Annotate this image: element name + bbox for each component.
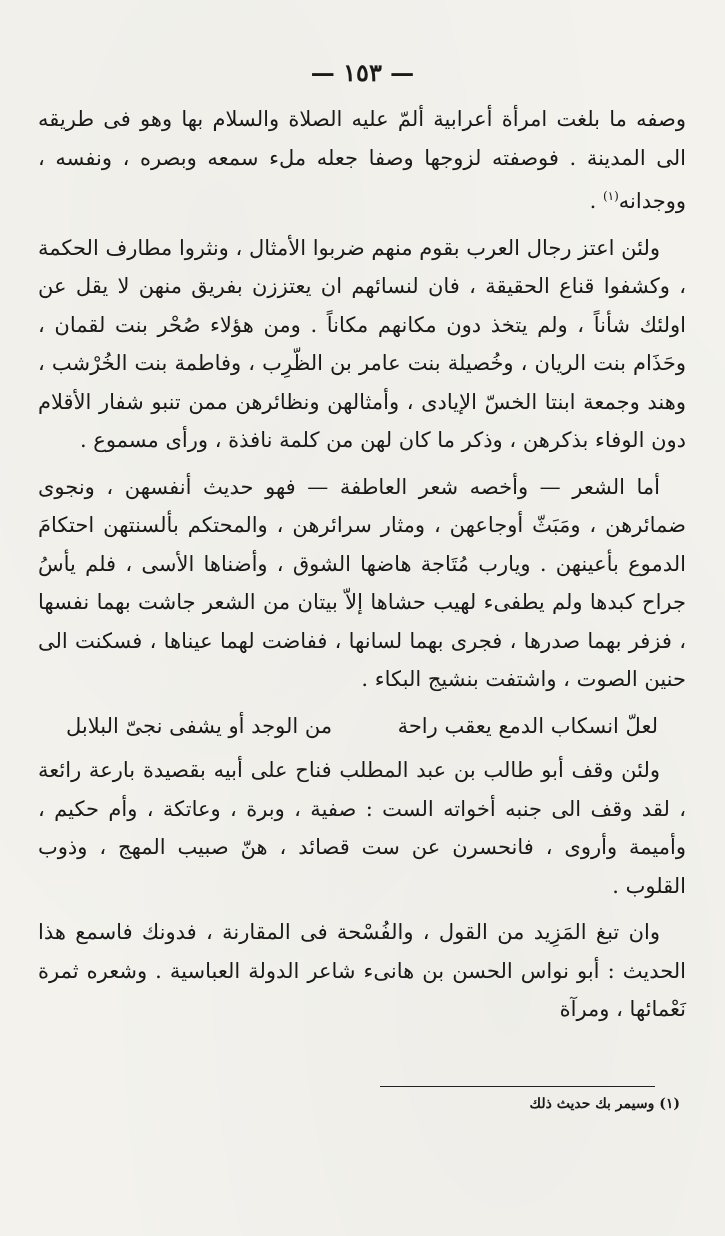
verse-second-hemistich: من الوجد أو يشفى نجىّ البلابل: [66, 713, 333, 738]
paragraph-4: ولئن وقف أبو طالب بن عبد المطلب فناح على أبيه بقصيدة بارعة رائعة ، لقد وقف الى جنبه أخواته الست : صفية ، وبرة ، وعاتكة ، وأم حكيم ، وأميمة وأروى ، فانحسرن عن ست قصائد ، هنّ صبيب المهج ، وذوب القلوب .: [38, 758, 686, 898]
paragraph-1: وصفه ما بلغت امرأة أعرابية ألمّ عليه الصلاة والسلام بها وهو فى طريقه الى المدينة . فوصفته لزوجها وصفا جعله ملء سمعه وبصره ، ونفسه ، ووجدانه$^{(١)}$ .: [38, 107, 686, 213]
footnote: (١) وسيمر بك حديث ذلك: [529, 1096, 680, 1112]
page-number: — ١٥٣ —: [310, 58, 415, 87]
paragraph-5: وان تبغ المَزِيد من القول ، والفُسْحة فى المقارنة ، فدونك فاسمع هذا الحديث : أبو نواس الحسن بن هانىء شاعر الدولة العباسية . وشعره ثمرة نَعْمائها ، ومرآة: [38, 920, 686, 1021]
main-text: [38, 100, 686, 1037]
verse-first-hemistich: لعلّ انسكاب الدمع يعقب راحة: [397, 713, 658, 738]
paragraph-3: أما الشعر — وأخصه شعر العاطفة — فهو حديث أنفسهن ، ونجوى ضمائرهن ، ومَبَثّ أوجاعهن ، ومثار سرائرهن ، والمحتكم بألسنتهن احتكامَ الدموع بأعينهن . ويارب مُتَاجة هاضها الشوق ، وأضناها الأسى ، فلم يأسُ جراح كبدها ولم يطفىء لهيب حشاها إلاّ بيتان من الشعر جاشت بهما نفسها ، فزفر بهما صدرها ، فجرى بهما لسانها ، ففاضت لهما عيناها ، فسكنت الى حنين الصوت ، واشتفت بنشيج البكاء .: [38, 474, 686, 691]
paragraph-2: ولئن اعتز رجال العرب بقوم منهم ضربوا الأمثال ، ونثروا مطارف الحكمة ، وكشفوا قناع الحقيقة ، فان لنسائهم ان يعتززن بفريق منهن لا يقل عن اولئك شأناً ، ولم يتخذ دون مكانهم مكاناً . ومن هؤلاء صُحْر بنت لقمان ، وحَذَام بنت الريان ، وخُصيلة بنت عامر بن الظّرِب ، وفاطمة بنت الخُرْشب ، وهند وجمعة ابنتا الخسّ الإيادى ، وأمثالهن ونظائرهن ممن تنبو شفار الأقلام دون الوفاء بذكرهن ، وذكر ما كان لهن من كلمة نافذة ، ورأى مسموع .: [38, 235, 687, 452]
poem-verse: [66, 707, 658, 746]
footnote-divider: [380, 1086, 655, 1087]
paragraph-1-text: وصفه ما بلغت امرأة أعرابية ألمّ عليه الصلاة والسلام بها وهو فى طريقه الى المدينة . فوصفته لزوجها وصفا جعله ملء سمعه وبصره ، ونفسه ، ووجدانه: [38, 107, 686, 213]
footnote-reference: (١): [602, 189, 619, 203]
